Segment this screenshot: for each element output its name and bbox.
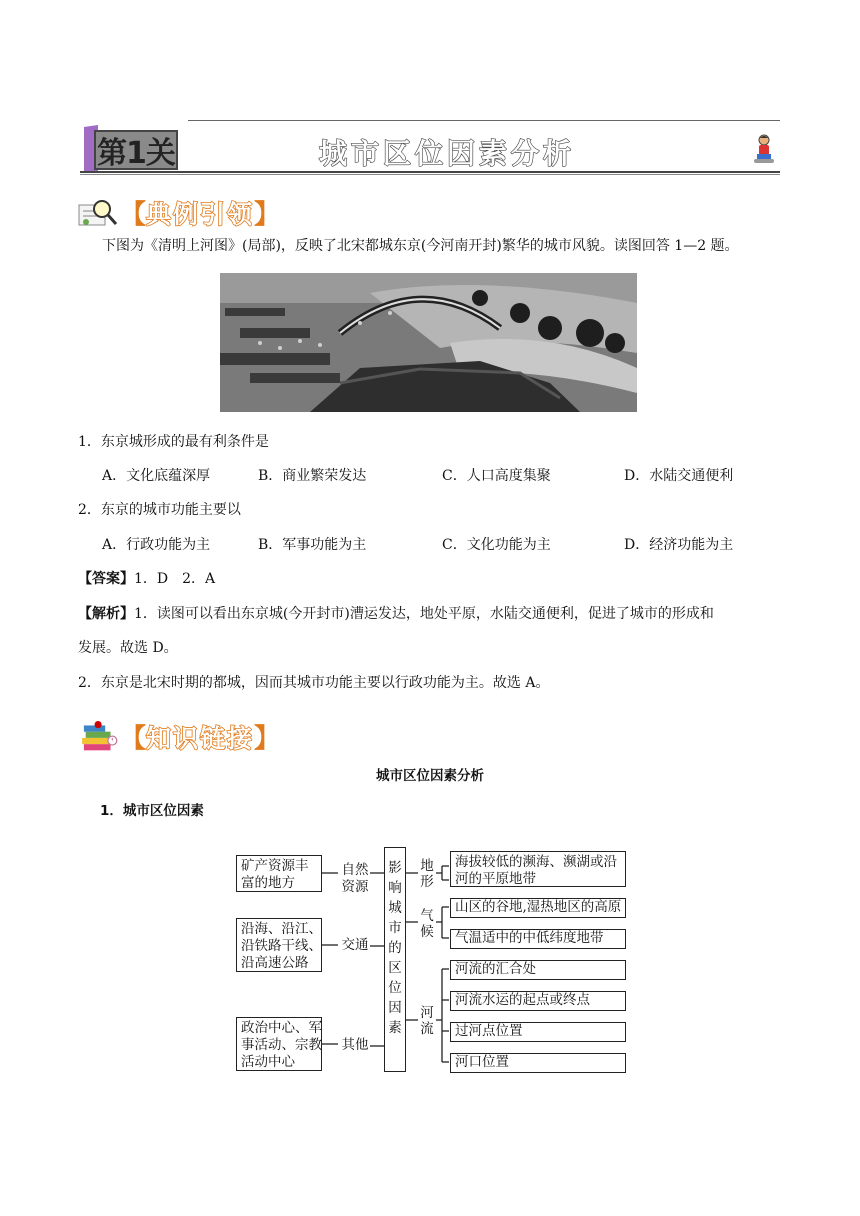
section-title-knowledge: 知识链接 [146, 723, 255, 753]
section-title-examples: 典例引领 [146, 199, 255, 229]
knowledge-subheading: 1．城市区位因素 [100, 803, 204, 819]
q2-option-b: B．军事功能为主 [258, 537, 367, 553]
left-box-mineral: 矿产资源丰 富的地方 [236, 855, 322, 892]
knowledge-heading: 城市区位因素分析 [376, 768, 484, 784]
analysis-line-1: 【解析】1．读图可以看出东京城(今开封市)漕运发达，地处平原，水陆交通便利，促进了城市的形成和 [78, 606, 714, 622]
left-box-transport: 沿海、沿江、 沿铁路干线、 沿高速公路 [236, 918, 322, 972]
right-box-crossing: 过河点位置 [450, 1022, 626, 1042]
right-box-navigation: 河流水运的起点或终点 [450, 991, 626, 1011]
analysis-line-3: 2．东京是北宋时期的都城，因而其城市功能主要以行政功能为主。故选 A。 [78, 675, 550, 691]
right-box-estuary: 河口位置 [450, 1053, 626, 1073]
section-header-knowledge: 【 知识链接 】 [78, 718, 280, 755]
right-box-valleys: 山区的谷地,湿热地区的高原 [450, 898, 626, 918]
left-box-other: 政治中心、军 事活动、宗教 活动中心 [236, 1017, 322, 1071]
right-box-temperate: 气温适中的中低纬度地带 [450, 929, 626, 949]
group-river: 河流 [420, 1005, 434, 1037]
q1-option-b: B．商业繁荣发达 [258, 468, 367, 484]
right-box-confluence: 河流的汇合处 [450, 960, 626, 980]
answer-text: 1．D 2．A [134, 571, 216, 587]
level-label: 第1关 [97, 136, 175, 171]
intro-text: 下图为《清明上河图》(局部)，反映了北宋都城东京(今河南开封)繁华的城市风貌。读图回答 1—2 题。 [102, 238, 739, 254]
question-1-stem: 1．东京城形成的最有利条件是 [78, 434, 269, 450]
category-natural-resources: 自然 资源 [341, 862, 369, 895]
section-header-examples: 【 典例引领 】 [78, 194, 280, 231]
group-terrain: 地形 [420, 858, 434, 890]
question-2-stem: 2．东京的城市功能主要以 [78, 502, 241, 518]
group-climate: 气候 [420, 908, 434, 940]
answer-tag: 【答案】 [78, 571, 134, 587]
analysis-tag: 【解析】 [78, 606, 134, 622]
q2-option-d: D．经济功能为主 [624, 537, 734, 553]
category-transport: 交通 [341, 937, 369, 953]
category-other: 其他 [341, 1037, 369, 1053]
q2-option-c: C．文化功能为主 [442, 537, 551, 553]
q1-option-d: D．水陆交通便利 [624, 468, 734, 484]
q1-option-a: A．文化底蕴深厚 [102, 468, 211, 484]
center-box [384, 847, 406, 1072]
center-label: 影响城市的区位因素 [388, 860, 402, 1036]
analysis-line-2: 发展。故选 D。 [78, 640, 178, 656]
q1-option-c: C．人口高度集聚 [442, 468, 551, 484]
banner-title: 城市区位因素分析 [318, 137, 575, 170]
q2-option-a: A．行政功能为主 [102, 537, 211, 553]
right-box-plains: 海拔较低的濒海、濒湖或沿 河的平原地带 [450, 851, 626, 887]
